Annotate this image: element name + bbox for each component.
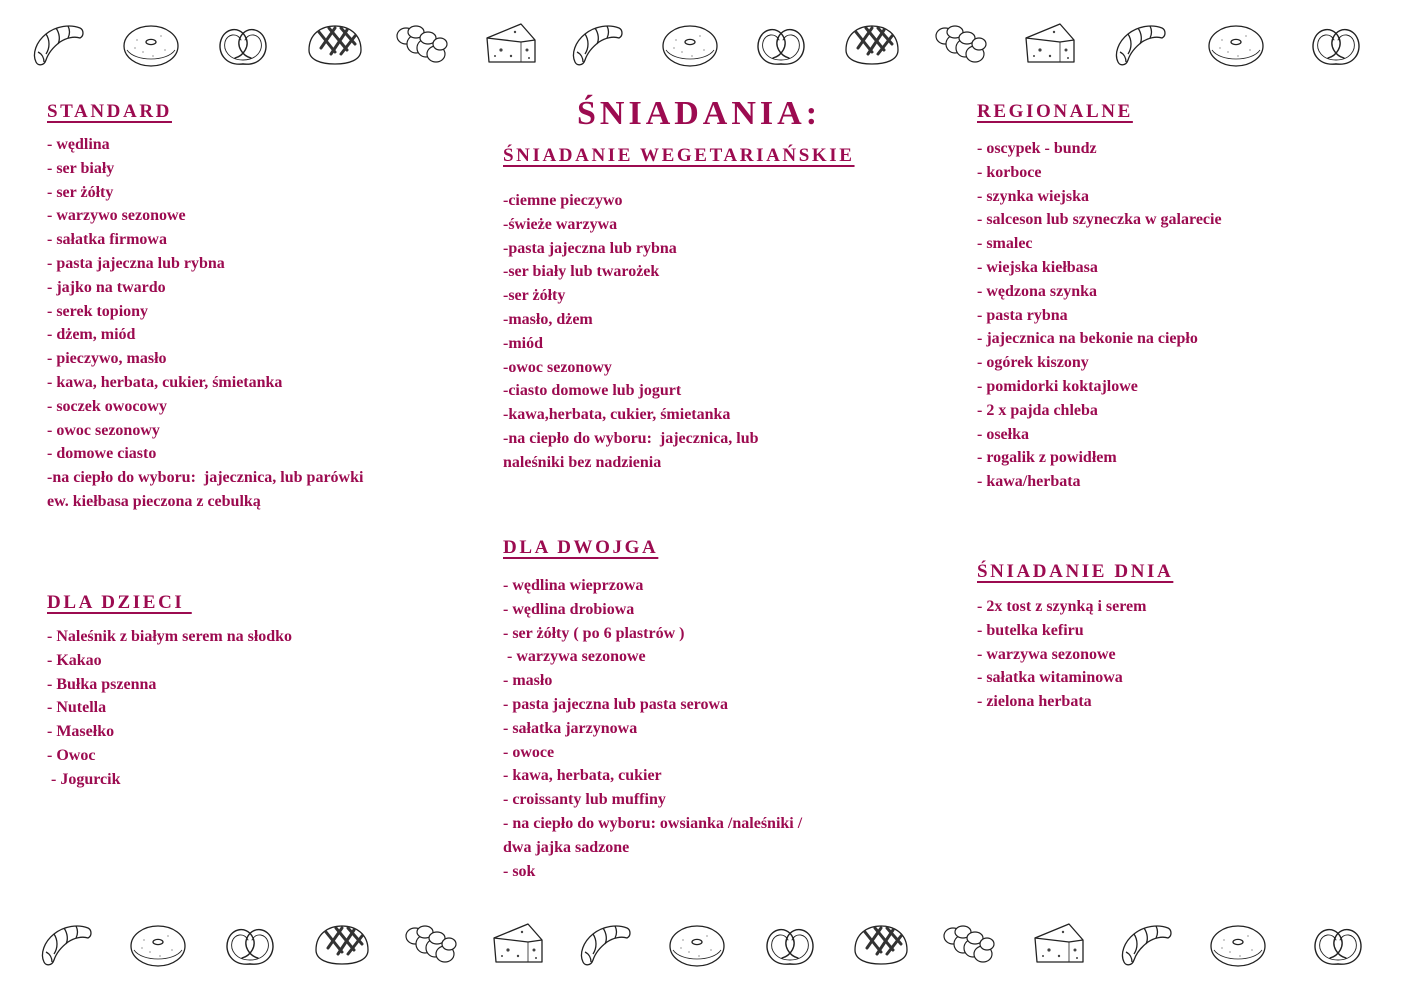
section-wegetarianskie [503,146,855,475]
cheese-icon [488,914,548,974]
menu-item: - Kakao [47,651,102,669]
donut-icon [667,914,727,974]
menu-item: - Jogurcik [47,770,121,788]
cheese-icon [1029,914,1089,974]
menu-item: - ogórek kiszony [977,354,1089,372]
section-dla-dzieci [47,593,292,792]
menu-item: - ser żółty [47,183,114,201]
menu-item: - soczek owocowy [47,397,167,415]
section-heading: ŚNIADANIE DNIA [977,561,1174,582]
menu-item: - kawa, herbata, cukier, śmietanka [47,373,283,391]
menu-item: - owoce [503,743,555,761]
item-list [47,133,363,514]
menu-item: - serek topiony [47,302,149,320]
menu-item: - salceson lub szyneczka w galarecie [977,211,1222,229]
pretzel-icon [1306,14,1366,74]
bread-loaf-icon [851,914,911,974]
menu-item: -pasta jajeczna lub rybna [503,239,677,257]
menu-item: -miód [503,334,543,352]
menu-item: - croissanty lub muffiny [503,791,666,809]
menu-item: - Owoc [47,746,96,764]
croissant-icon [1116,914,1176,974]
menu-item: - owoc sezonowy [47,421,160,439]
menu-item: - Masełko [47,723,115,741]
menu-item: - pieczywo, masło [47,350,167,368]
menu-item: -kawa,herbata, cukier, śmietanka [503,406,731,424]
item-list [47,625,292,792]
menu-item: - Nutella [47,699,107,717]
menu-item: - korboce [977,163,1042,181]
menu-item: - wędlina drobiowa [503,600,635,618]
pretzel-icon [220,914,280,974]
menu-item: - zielona herbata [977,693,1092,711]
menu-item: - rogalik z powidłem [977,449,1117,467]
menu-item: - wiejska kiełbasa [977,258,1098,276]
menu-item: - butelka kefiru [977,621,1084,639]
menu-item: -ciasto domowe lub jogurt [503,382,682,400]
item-list [503,189,855,475]
menu-item: - jajko na twardo [47,278,166,296]
menu-item: - kawa/herbata [977,473,1081,491]
croissant-icon [1110,14,1170,74]
menu-item: - pasta jajeczna lub rybna [47,254,225,272]
menu-item: -ser żółty [503,287,566,305]
menu-item: -na ciepło do wyboru: jajecznica, lub [503,429,759,447]
menu-item: - 2 x pajda chleba [977,401,1098,419]
menu-item: - warzywa sezonowe [503,648,646,666]
menu-item: - 2x tost z szynką i serem [977,598,1147,615]
pretzel-icon [751,14,811,74]
challah-icon [939,914,999,974]
bread-loaf-icon [312,914,372,974]
donut-icon [1206,14,1266,74]
section-heading: ŚNIADANIE WEGETARIAŃSKIE [503,145,855,166]
menu-item: - wędlina [47,136,110,153]
croissant-icon [36,914,96,974]
pretzel-icon [1308,914,1368,974]
bread-loaf-icon [305,14,365,74]
donut-icon [121,14,181,74]
item-list [977,595,1173,714]
menu-item: - domowe ciasto [47,445,157,463]
menu-item: - pasta rybna [977,306,1068,324]
menu-item: dwa jajka sadzone [503,838,630,856]
menu-item: -masło, dżem [503,310,593,328]
menu-item: - wędlina wieprzowa [503,577,644,594]
menu-item: ew. kiełbasa pieczona z cebulką [47,492,261,510]
menu-item: - jajecznica na bekonie na ciepło [977,330,1198,348]
pretzel-icon [760,914,820,974]
section-sniadanie-dnia [977,562,1173,714]
section-heading: STANDARD [47,101,172,122]
menu-item: -ciemne pieczywo [503,192,623,209]
cheese-icon [481,14,541,74]
menu-item: - sok [503,862,536,880]
page-title: ŚNIADANIA: [577,95,822,132]
menu-item: naleśniki bez nadzienia [503,453,662,471]
menu-item: - pasta jajeczna lub pasta serowa [503,695,729,713]
menu-item: -ser biały lub twarożek [503,263,660,281]
section-heading: DLA DZIECI [47,592,192,613]
menu-item: - sałatka witaminowa [977,669,1123,687]
donut-icon [660,14,720,74]
menu-item: - masło [503,672,553,690]
cheese-icon [1020,14,1080,74]
menu-item: -owoc sezonowy [503,358,612,376]
menu-item: - oscypek - bundz [977,140,1097,157]
menu-item: - warzywa sezonowe [977,645,1116,663]
section-regionalne [977,102,1222,494]
menu-item: -na ciepło do wyboru: jajecznica, lub parówki [47,469,364,487]
bottom-decor-border [0,914,1403,984]
menu-item: - wędzona szynka [977,282,1098,300]
section-heading: REGIONALNE [977,101,1133,122]
menu-item: - na ciepło do wyboru: owsianka /naleśniki / [503,814,803,832]
challah-icon [392,14,452,74]
donut-icon [1208,914,1268,974]
menu-item: - osełka [977,425,1029,443]
menu-item: - Bułka pszenna [47,675,157,693]
menu-item: - pomidorki koktajlowe [977,377,1138,395]
challah-icon [401,914,461,974]
menu-item: - ser żółty ( po 6 plastrów ) [503,624,685,642]
menu-item: -świeże warzywa [503,215,618,233]
menu-item: - sałatka jarzynowa [503,719,638,737]
menu-item: - dżem, miód [47,326,136,344]
menu-item: - smalec [977,235,1033,253]
top-decor-border [0,14,1403,84]
menu-item: - kawa, herbata, cukier [503,767,662,785]
item-list [503,574,802,883]
menu-item: - sałatka firmowa [47,231,167,249]
bread-loaf-icon [842,14,902,74]
challah-icon [931,14,991,74]
menu-item: - ser biały [47,159,115,177]
menu-item: - warzywo sezonowe [47,207,186,225]
section-dla-dwojga [503,538,802,883]
menu-item: - Naleśnik z białym serem na słodko [47,628,293,645]
pretzel-icon [213,14,273,74]
item-list [977,137,1222,494]
section-heading: DLA DWOJGA [503,537,659,558]
donut-icon [128,914,188,974]
croissant-icon [575,914,635,974]
croissant-icon [28,14,88,74]
croissant-icon [567,14,627,74]
section-standard [47,102,363,514]
menu-item: - szynka wiejska [977,187,1090,205]
